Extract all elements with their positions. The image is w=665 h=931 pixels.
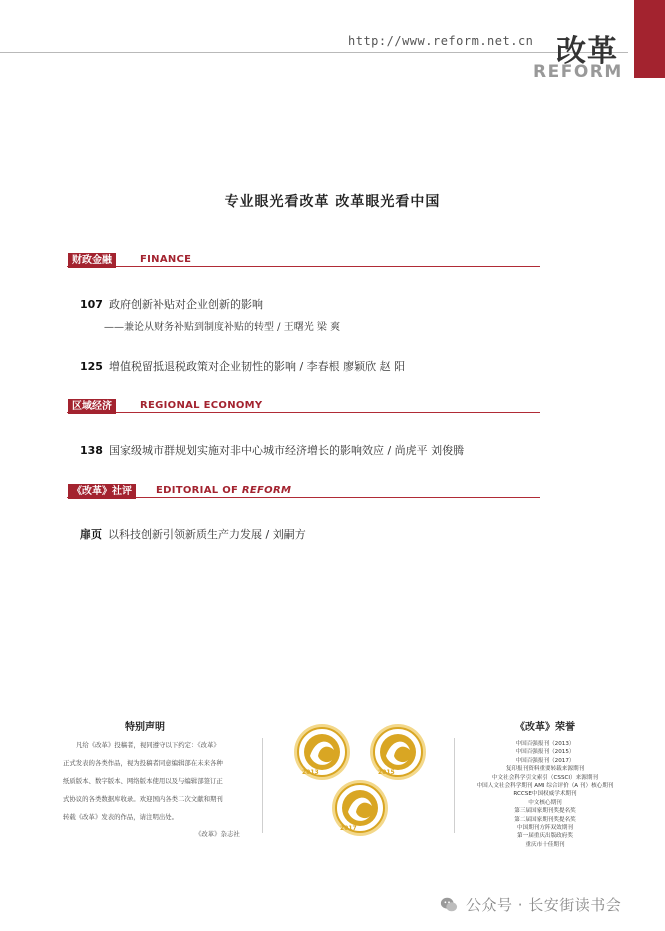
- honor-item: 第二届国家期刊奖提名奖: [514, 816, 576, 823]
- section-title-en-prefix: EDITORIAL OF: [156, 485, 242, 496]
- honor-item: 复印报刊资料重要转载来源期刊: [505, 766, 585, 773]
- medal-2017-icon: [332, 780, 388, 836]
- section-title-en: [156, 483, 291, 498]
- medal-year: 2015: [378, 769, 395, 776]
- header-url: http://www.reform.net.cn: [348, 34, 534, 48]
- declaration-body: [63, 736, 223, 826]
- medal-2015-icon: [370, 724, 426, 780]
- honors-list: [460, 740, 630, 849]
- declaration-line: 正式发表的各类作品，视为投稿者同意编辑部在未来各种: [63, 759, 223, 767]
- declaration-line: 纸质版本、数字版本、网络版本使用以及与编辑部签订正: [63, 777, 223, 785]
- toc-entry[interactable]: [80, 442, 464, 458]
- page-slogan: 专业眼光看改革 改革眼光看中国: [224, 194, 441, 210]
- section-tag: 财政金融: [68, 253, 116, 268]
- divider: [262, 738, 263, 833]
- journal-logo-chinese: 改革: [556, 34, 618, 69]
- header-rule: [0, 52, 628, 53]
- honor-item: 第一届重庆出版政府奖: [517, 833, 573, 840]
- toc-entry[interactable]: [80, 358, 405, 374]
- honors-title: 《改革》荣誉: [515, 722, 575, 733]
- toc-title: 政府创新补贴对企业创新的影响: [108, 298, 263, 311]
- honor-item: 重庆市十佳期刊: [525, 841, 565, 848]
- header-red-bar: [634, 0, 665, 78]
- declaration-line: 凡给《改革》投稿者，视同遵守以下约定：《改革》: [76, 741, 220, 749]
- toc-title: 增值税留抵退税政策对企业韧性的影响 / 李春根 廖颖欣 赵 阳: [108, 360, 406, 373]
- honor-item: 中国百强报刊（2013）: [515, 741, 575, 747]
- medal-year: 2017: [340, 825, 357, 832]
- toc-page-number: 125: [80, 360, 103, 373]
- toc-entry[interactable]: [80, 296, 263, 312]
- declaration-line: 转载《改革》发表的作品，请注明出处。: [63, 813, 179, 821]
- honor-item: 中国人文社会科学期刊 AMI 综合评价（A 刊）核心期刊: [476, 783, 614, 790]
- toc-title: 以科技创新引领新质生产力发展 / 刘嗣方: [108, 528, 306, 541]
- honor-item: RCCSE中国权威学术期刊: [513, 791, 577, 798]
- toc-page-number: 扉页: [80, 528, 102, 541]
- watermark-text: 公众号 · 长安街读书会: [466, 896, 622, 914]
- honor-item: 中国百强报刊（2015）: [515, 749, 575, 756]
- section-rule: [67, 497, 540, 498]
- medals-graphic: [290, 720, 440, 840]
- section-tag: 区域经济: [68, 399, 116, 414]
- section-rule: [67, 412, 540, 413]
- toc-subtitle: ——兼论从财务补贴到制度补贴的转型 / 王曙光 梁 爽: [104, 322, 341, 333]
- honor-item: 中国百强报刊（2017）: [515, 757, 575, 764]
- section-rule: [67, 266, 540, 267]
- declaration-line: 式协议的各类数据库收录。欢迎国内各类二次文献和期刊: [63, 795, 223, 803]
- section-tag: 《改革》社评: [68, 484, 136, 499]
- wechat-watermark: [440, 894, 621, 915]
- honor-item: 中国期刊方阵双效期刊: [517, 825, 573, 832]
- toc-title: 国家级城市群规划实施对非中心城市经济增长的影响效应 / 尚虎平 刘俊腾: [108, 444, 465, 457]
- declaration-signature: 《改革》杂志社: [195, 830, 240, 838]
- journal-logo-english: REFORM: [533, 62, 623, 82]
- wechat-icon: [440, 896, 458, 914]
- toc-entry[interactable]: [80, 526, 306, 542]
- toc-page-number: 138: [80, 444, 103, 457]
- divider: [454, 738, 455, 833]
- honor-item: 中文社会科学引文索引（CSSCI）来源期刊: [491, 774, 599, 781]
- honor-item: 中文核心期刊: [528, 799, 562, 806]
- honor-item: 第三届国家期刊奖提名奖: [514, 808, 576, 815]
- section-title-en-journal: REFORM: [241, 485, 292, 496]
- medal-year: 2013: [302, 769, 319, 776]
- declaration-title: 特别声明: [125, 722, 165, 733]
- section-title-en: FINANCE: [140, 254, 192, 265]
- toc-page-number: 107: [80, 298, 103, 311]
- section-title-en: REGIONAL ECONOMY: [140, 400, 263, 411]
- medal-2013-icon: [294, 724, 350, 780]
